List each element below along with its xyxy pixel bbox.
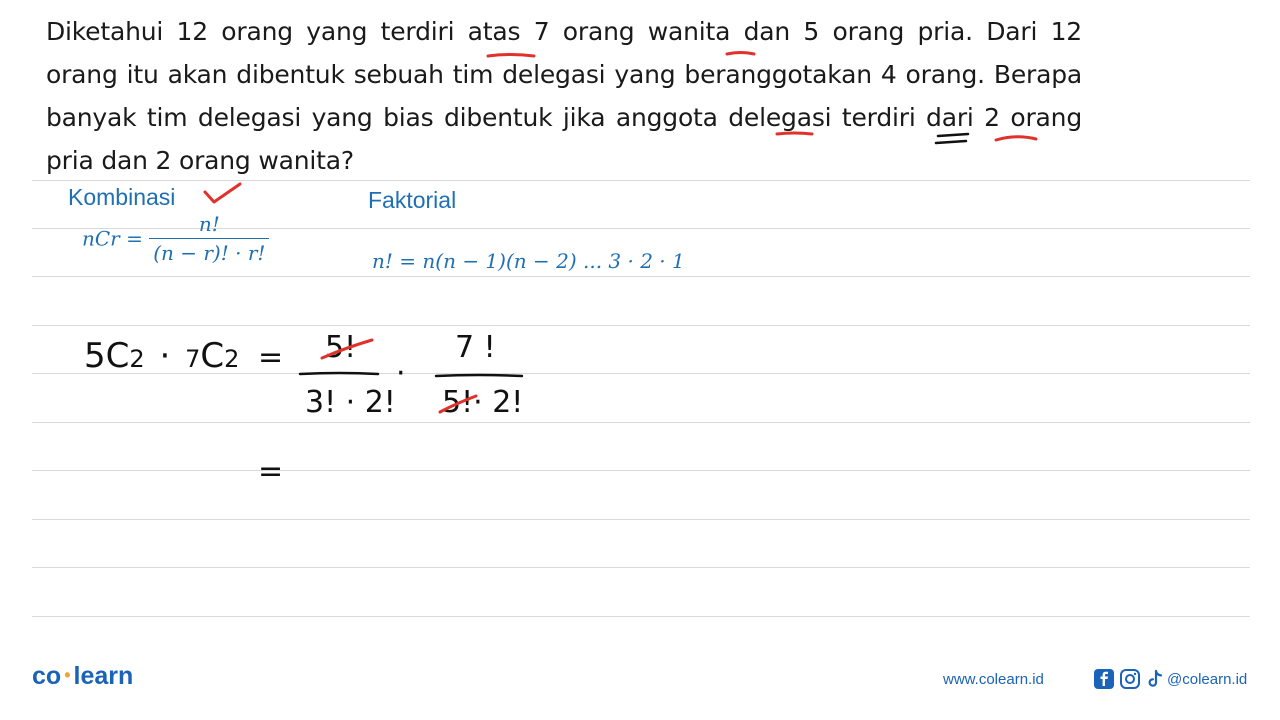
cancel-5-factorial-bottom [440,396,476,412]
combination-numerator: n! [149,212,269,239]
lhs-a-sub: 2 [129,345,145,373]
work-equals: = [258,340,284,375]
instagram-icon[interactable] [1119,668,1141,690]
frac1-denominator: 3! · 2! [305,385,396,420]
logo-dot: • [64,665,71,685]
social-handle[interactable]: @colearn.id [1167,671,1248,688]
check-icon [205,184,240,202]
lhs-dot: · [159,336,171,376]
lhs-b-sub: 2 [224,345,240,373]
combination-denominator: (n − r)! · r! [153,241,266,265]
underline-2-wanita [996,137,1036,140]
lhs-a-c: C [105,336,130,376]
faktorial-heading: Faktorial [368,187,457,213]
facebook-icon[interactable] [1093,668,1115,690]
kombinasi-heading: Kombinasi [68,184,176,210]
frac2-numerator: 7 ! [455,330,496,365]
colearn-logo [32,662,133,691]
middle-dot: · [396,356,406,391]
cancel-5-factorial-top [322,340,372,358]
fraction-bar-2 [436,375,522,376]
frac1-numerator: 5! [325,330,357,365]
underline-2-pria [777,133,812,134]
lhs-a-n: 5 [84,336,106,376]
logo-part-co: co [32,662,62,690]
lhs-b-c: C [200,336,225,376]
tiktok-icon[interactable] [1144,668,1166,690]
question-text: Diketahui 12 orang yang terdiri atas 7 orang wanita dan 5 orang pria. Dari 12 orang itu akan dibentuk sebuah tim delegasi yang beranggotakan 4 orang. Berapa banyak tim delegasi yang bias dibentuk jika anggota delegasi terdiri dari 2 orang pria dan 2 orang wanita? [46,17,1082,175]
frac2-den-rest: · 2! [473,385,524,420]
overline-4 [727,53,754,55]
frac2-den-cancelled: 5! [442,385,474,420]
combination-lhs: nCr = [82,226,143,251]
website-link[interactable]: www.colearn.id [943,671,1044,688]
fraction-bar-1 [300,373,378,374]
work-equals-2: = [258,454,284,489]
logo-part-learn: learn [73,662,134,690]
underline-7-orang [488,55,534,57]
lhs-b-n: 7 [185,345,201,373]
factorial-formula: n! = n(n − 1)(n − 2) ... 3 · 2 · 1 [372,249,685,273]
double-underline-dan [936,134,968,143]
